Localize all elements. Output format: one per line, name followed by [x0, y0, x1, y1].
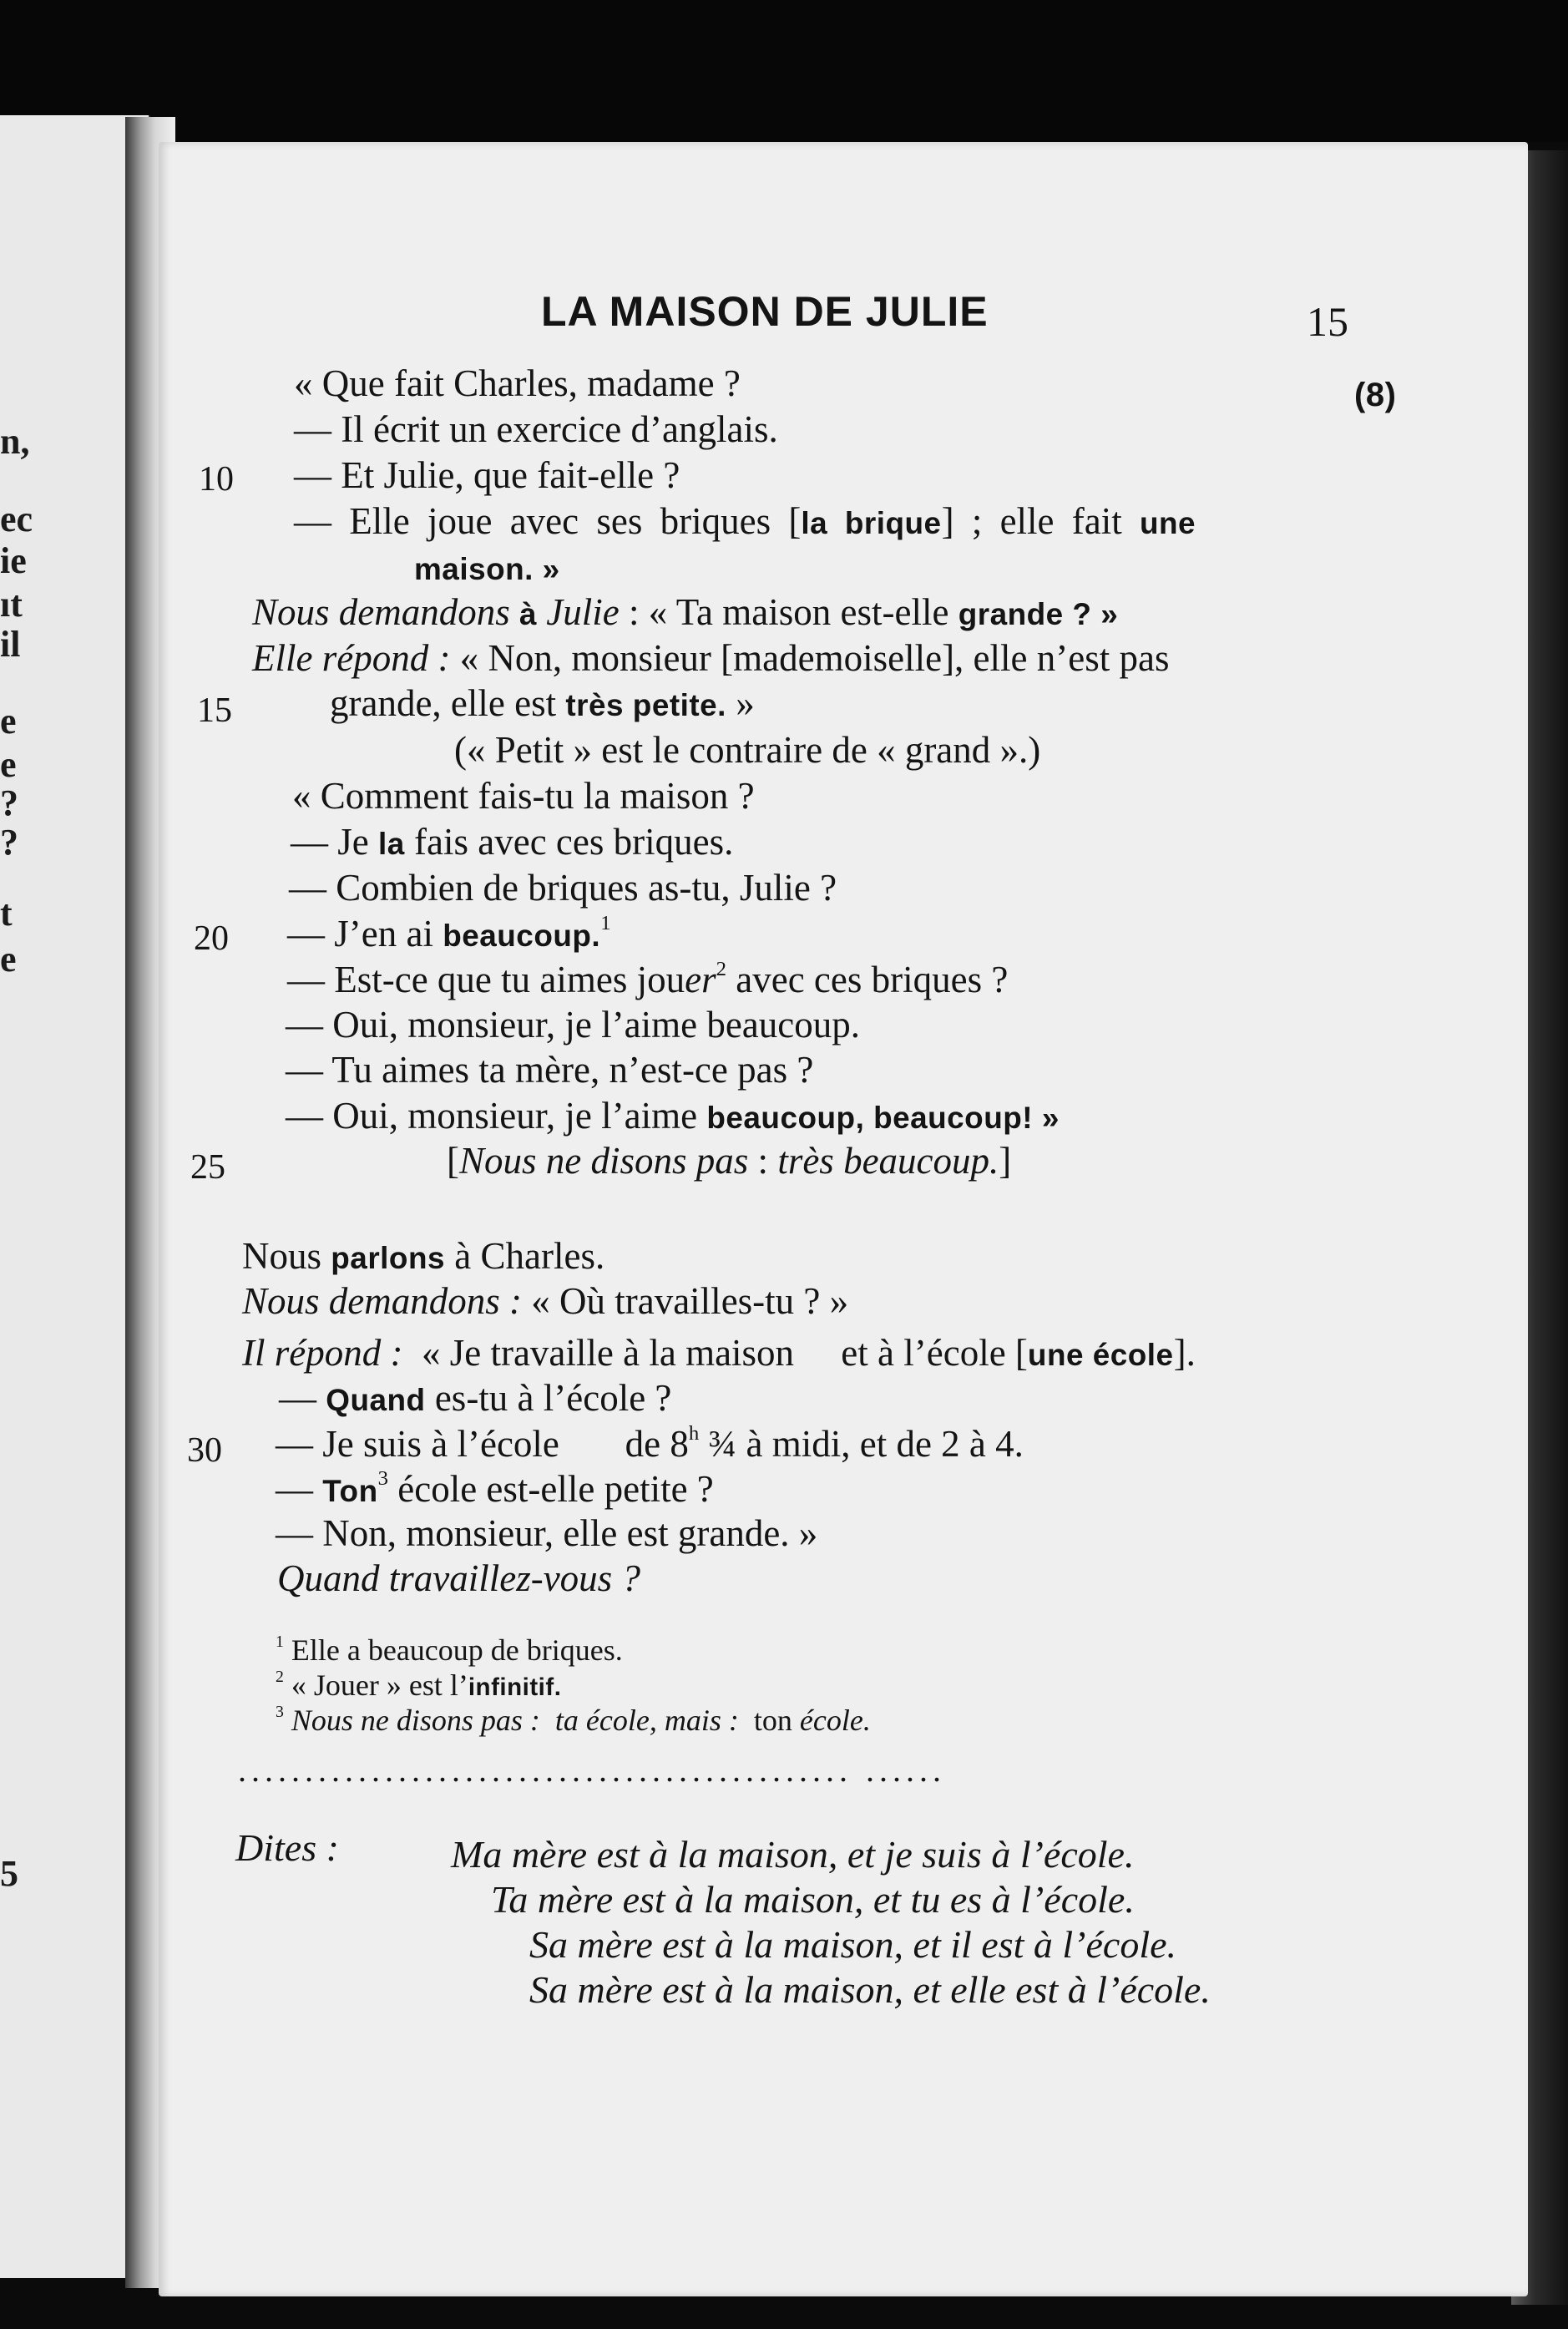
dites-sentence: Ta mère est à la maison, et tu es à l’école.	[491, 1878, 1135, 1921]
text-line: Il répond : « Je travaille à la maison et à l’école [une école].	[242, 1332, 1196, 1374]
dotted-separator: .............................................. ......	[238, 1751, 946, 1789]
text-line: « Comment fais-tu la maison ?	[292, 775, 755, 817]
text-line: — Oui, monsieur, je l’aime beaucoup, beaucoup! »	[286, 1095, 1060, 1137]
text-line: « Que fait Charles, madame ?	[294, 362, 741, 404]
line-number: 15	[197, 691, 232, 730]
left-fragment: e	[0, 939, 17, 980]
left-fragment: ?	[0, 782, 18, 823]
left-fragment: il	[0, 624, 21, 665]
dites-label: Dites :	[235, 1826, 339, 1869]
dites-sentence: Sa mère est à la maison, et elle est à l’école.	[529, 1968, 1211, 2011]
scan-background-top	[0, 0, 1568, 142]
text-line: — Je la fais avec ces briques.	[291, 821, 734, 863]
dites-sentence: Ma mère est à la maison, et je suis à l’école.	[451, 1833, 1135, 1876]
left-fragment: e	[0, 701, 17, 742]
left-fragment: 5	[0, 1853, 18, 1894]
footnote-3: $^3$ Nous ne disons pas : ta école, mais : ton école.	[276, 1703, 871, 1737]
text-line: — Quand es-tu à l’école ?	[279, 1377, 672, 1419]
text-line: — Combien de briques as-tu, Julie ?	[289, 867, 837, 909]
text-line: — Je suis à l’école de 8$^h$ ¾ à midi, et de 2 à 4.	[276, 1422, 1024, 1465]
text-line: grande, elle est très petite. »	[330, 682, 755, 724]
left-fragment: e	[0, 744, 17, 785]
text-line: — Elle joue avec ses briques [la brique] ; elle fait une	[294, 500, 1196, 542]
left-fragment: ie	[0, 540, 27, 581]
text-line: — Oui, monsieur, je l’aime beaucoup.	[286, 1004, 861, 1046]
text-line: — Non, monsieur, elle est grande. »	[276, 1512, 818, 1554]
left-fragment: ıt	[0, 584, 23, 625]
line-number: 25	[190, 1148, 225, 1187]
text-line: — Ton$^3$ école est-elle petite ?	[276, 1467, 714, 1510]
footnote-1: $^1$ Elle a beaucoup de briques.	[276, 1633, 623, 1667]
line-number: 10	[199, 460, 234, 499]
text-line: maison. »	[414, 552, 560, 586]
left-fragment: t	[0, 893, 13, 934]
line-number: 30	[187, 1431, 222, 1470]
text-line: — Et Julie, que fait-elle ?	[294, 454, 680, 496]
footnote-2: $^2$ « Jouer » est l’infinitif.	[276, 1668, 562, 1702]
text-line: — Tu aimes ta mère, n’est-ce pas ?	[286, 1049, 814, 1091]
left-fragment: n,	[0, 421, 30, 462]
text-line: Nous demandons à Julie : « Ta maison est-elle grande ? »	[252, 591, 1119, 633]
dites-sentence: Sa mère est à la maison, et il est à l’école.	[529, 1923, 1177, 1966]
marginal-code: (8)	[1354, 377, 1397, 413]
text-line: — Est-ce que tu aimes jouer$^2$ avec ces briques ?	[287, 958, 1009, 1000]
line-number: 20	[194, 919, 229, 958]
text-line: Nous parlons à Charles.	[242, 1235, 605, 1277]
page-number: 15	[1307, 298, 1348, 345]
text-line: Elle répond : « Non, monsieur [mademoiselle], elle n’est pas	[252, 637, 1170, 679]
text-line: [Nous ne disons pas : très beaucoup.]	[447, 1140, 1012, 1182]
left-fragment: ec	[0, 499, 33, 539]
left-fragment: ?	[0, 822, 18, 863]
text-line: (« Petit » est le contraire de « grand ».)	[454, 729, 1041, 771]
text-line: Nous demandons : « Où travailles-tu ? »	[242, 1280, 849, 1322]
page-title: LA MAISON DE JULIE	[541, 288, 989, 335]
text-line: — Il écrit un exercice d’anglais.	[294, 408, 778, 450]
text-line: — J’en ai beaucoup.$^1$	[287, 912, 611, 954]
text-line: Quand travaillez-vous ?	[277, 1557, 640, 1599]
